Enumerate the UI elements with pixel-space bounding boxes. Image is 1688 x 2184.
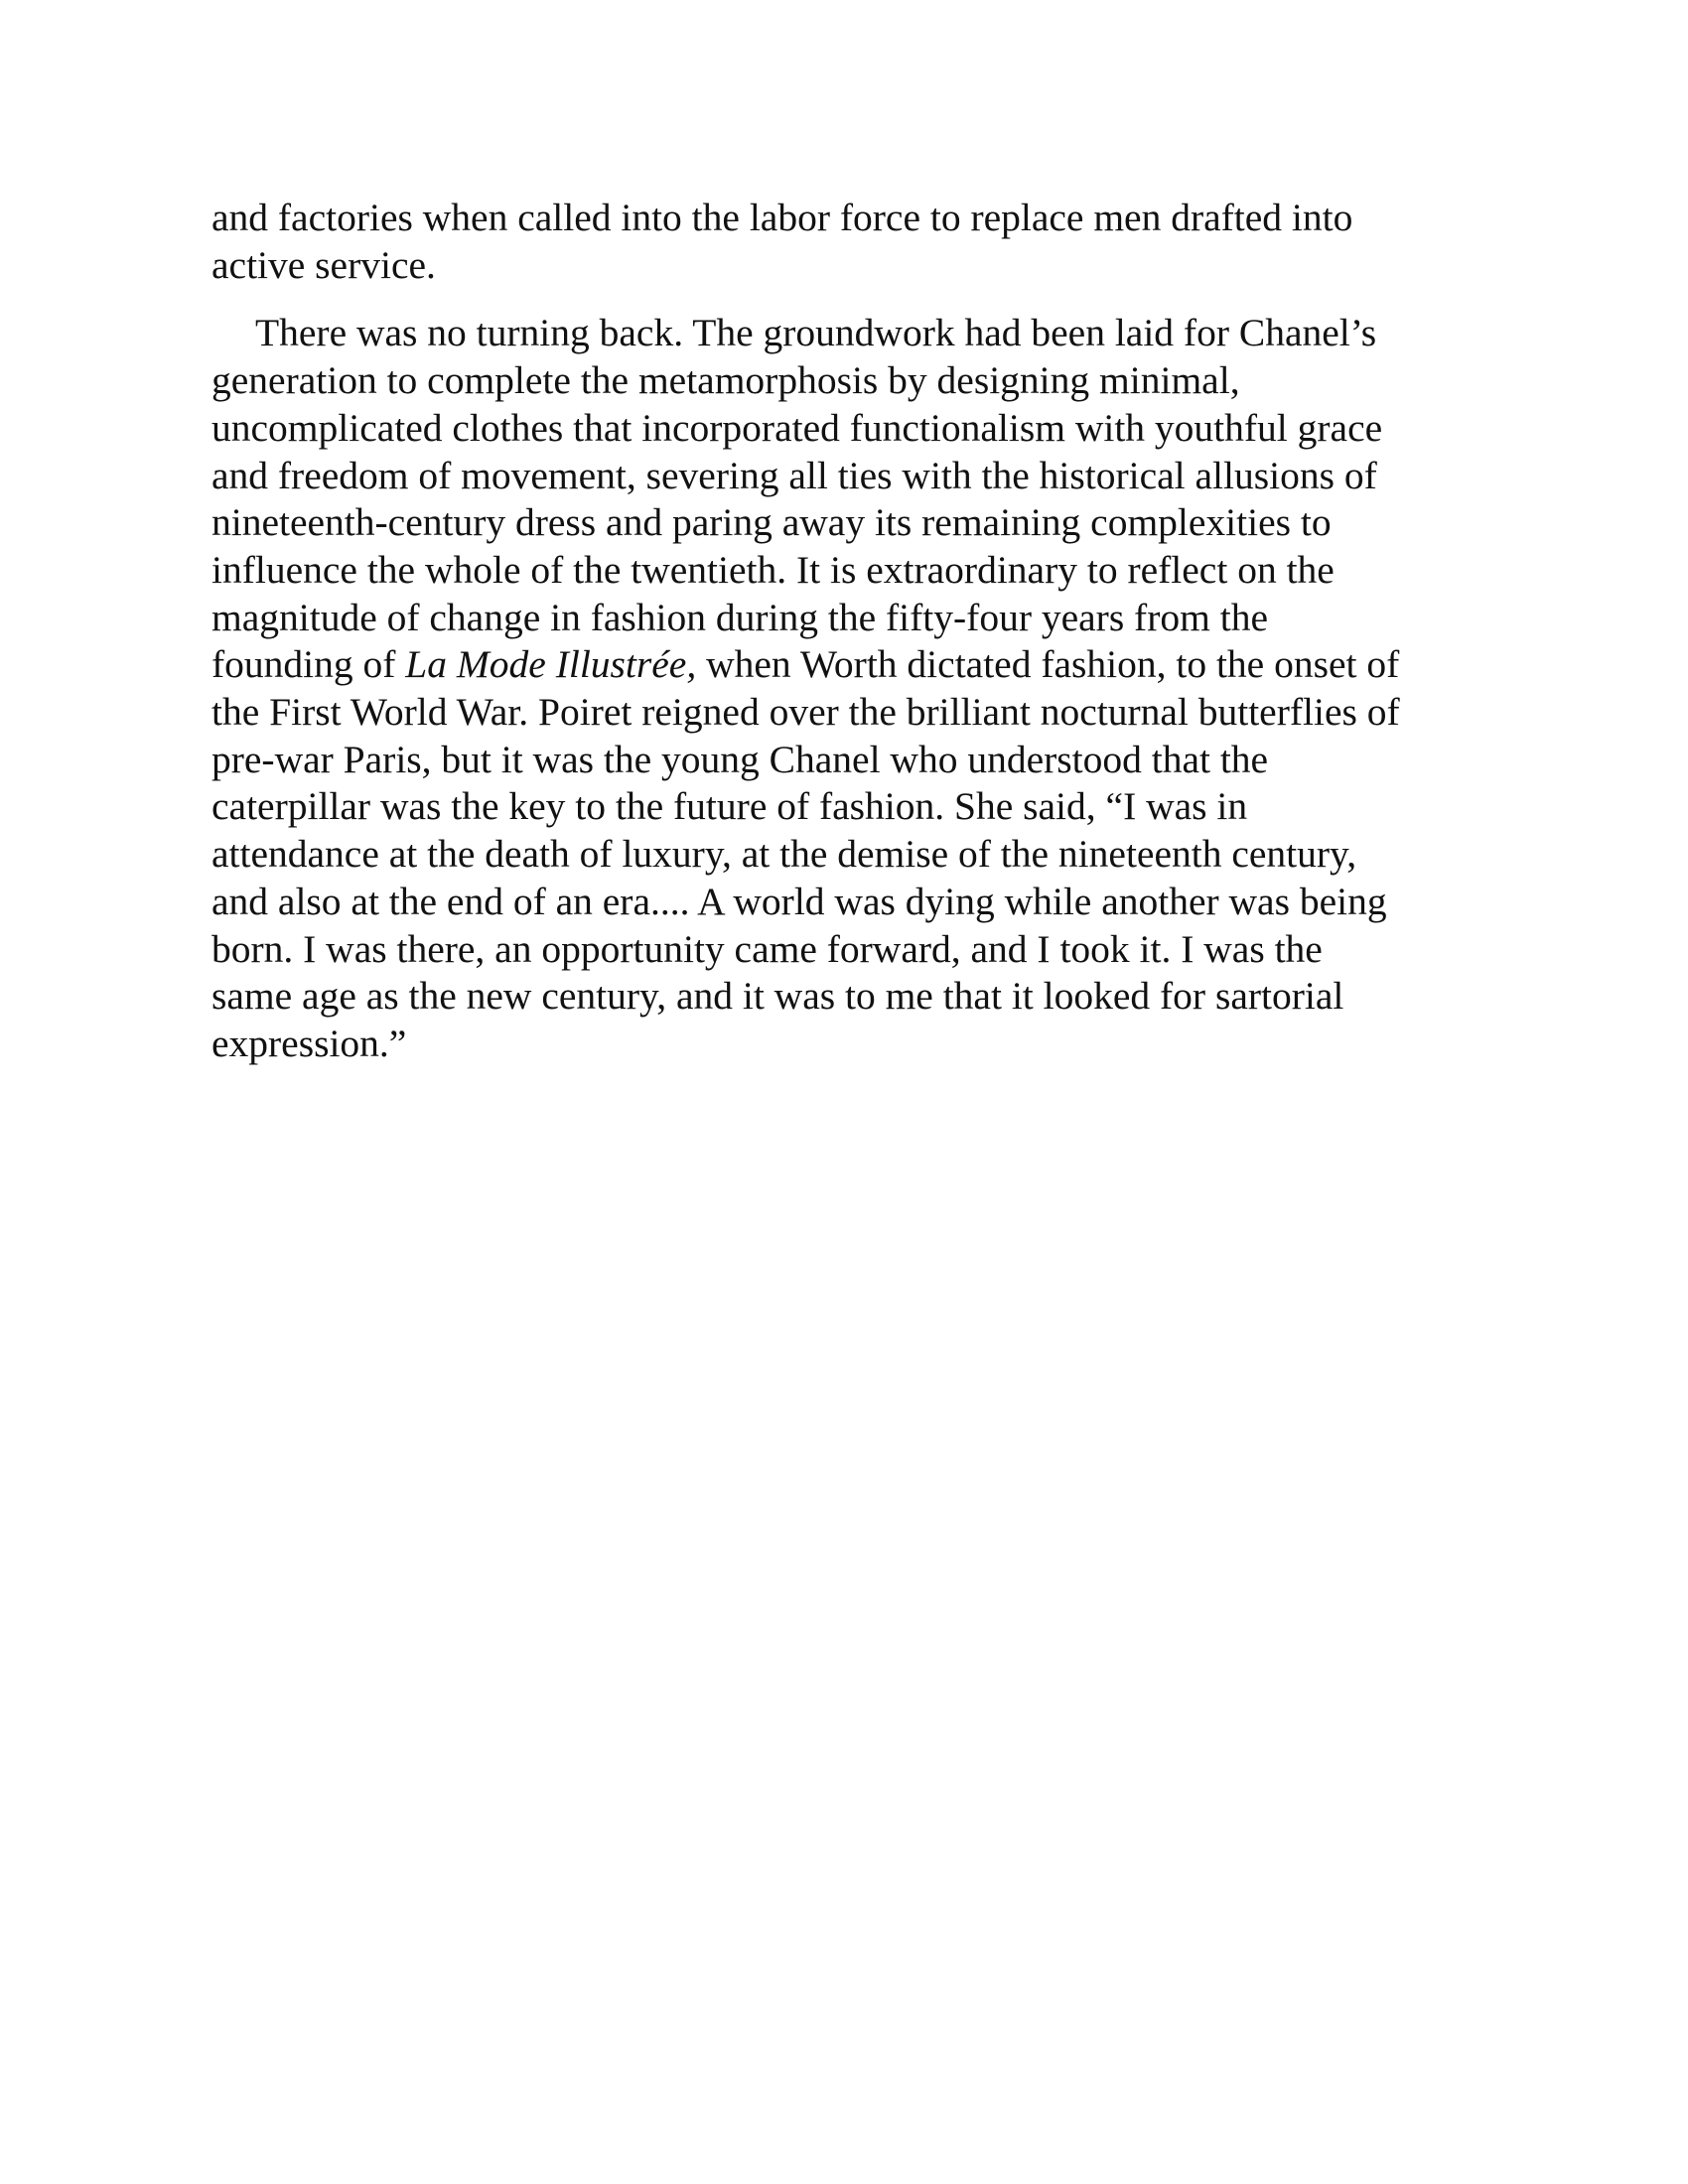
text-line-with-title <box>211 641 1492 689</box>
text-line: active service. <box>211 242 436 287</box>
text-run: when Worth dictated fashion, to the onset of <box>696 642 1400 687</box>
publication-title: La Mode Illustrée, <box>405 642 697 687</box>
text-line: pre-war Paris, but it was the young Chanel who understood that the <box>211 737 1269 781</box>
text-run: founding of <box>211 642 406 687</box>
text-line: caterpillar was the key to the future of fashion. She said, “I was in <box>211 784 1248 829</box>
text-line: and factories when called into the labor force to replace men drafted into <box>211 196 1353 239</box>
text-line: the First World War. Poiret reigned over the brilliant nocturnal butterflies of <box>211 690 1400 735</box>
text-line: expression.” <box>211 1021 407 1065</box>
text-line: same age as the new century, and it was to me that it looked for sartorial <box>211 974 1344 1019</box>
text-line: influence the whole of the twentieth. It is extraordinary to reflect on the <box>211 547 1335 592</box>
text-line: nineteenth-century dress and paring away its remaining complexities to <box>211 500 1332 545</box>
text-line: generation to complete the metamorphosis by designing minimal, <box>211 358 1240 403</box>
text-line: attendance at the death of luxury, at the demise of the nineteenth century, <box>211 832 1357 877</box>
paragraph-chanel-generation <box>211 310 1492 1067</box>
text-line: magnitude of change in fashion during the fifty-four years from the <box>211 595 1268 639</box>
text-line: born. I was there, an opportunity came forward, and I took it. I was the <box>211 926 1323 971</box>
paragraph-continuation <box>211 195 1492 289</box>
text-line: and also at the end of an era.... A world was dying while another was being <box>211 879 1387 923</box>
text-line: and freedom of movement, severing all ties with the historical allusions of <box>211 453 1377 497</box>
text-line: uncomplicated clothes that incorporated functionalism with youthful grace <box>211 405 1383 450</box>
text-line: There was no turning back. The groundwork had been laid for Chanel’s <box>255 311 1377 355</box>
body-text <box>211 195 1492 1068</box>
